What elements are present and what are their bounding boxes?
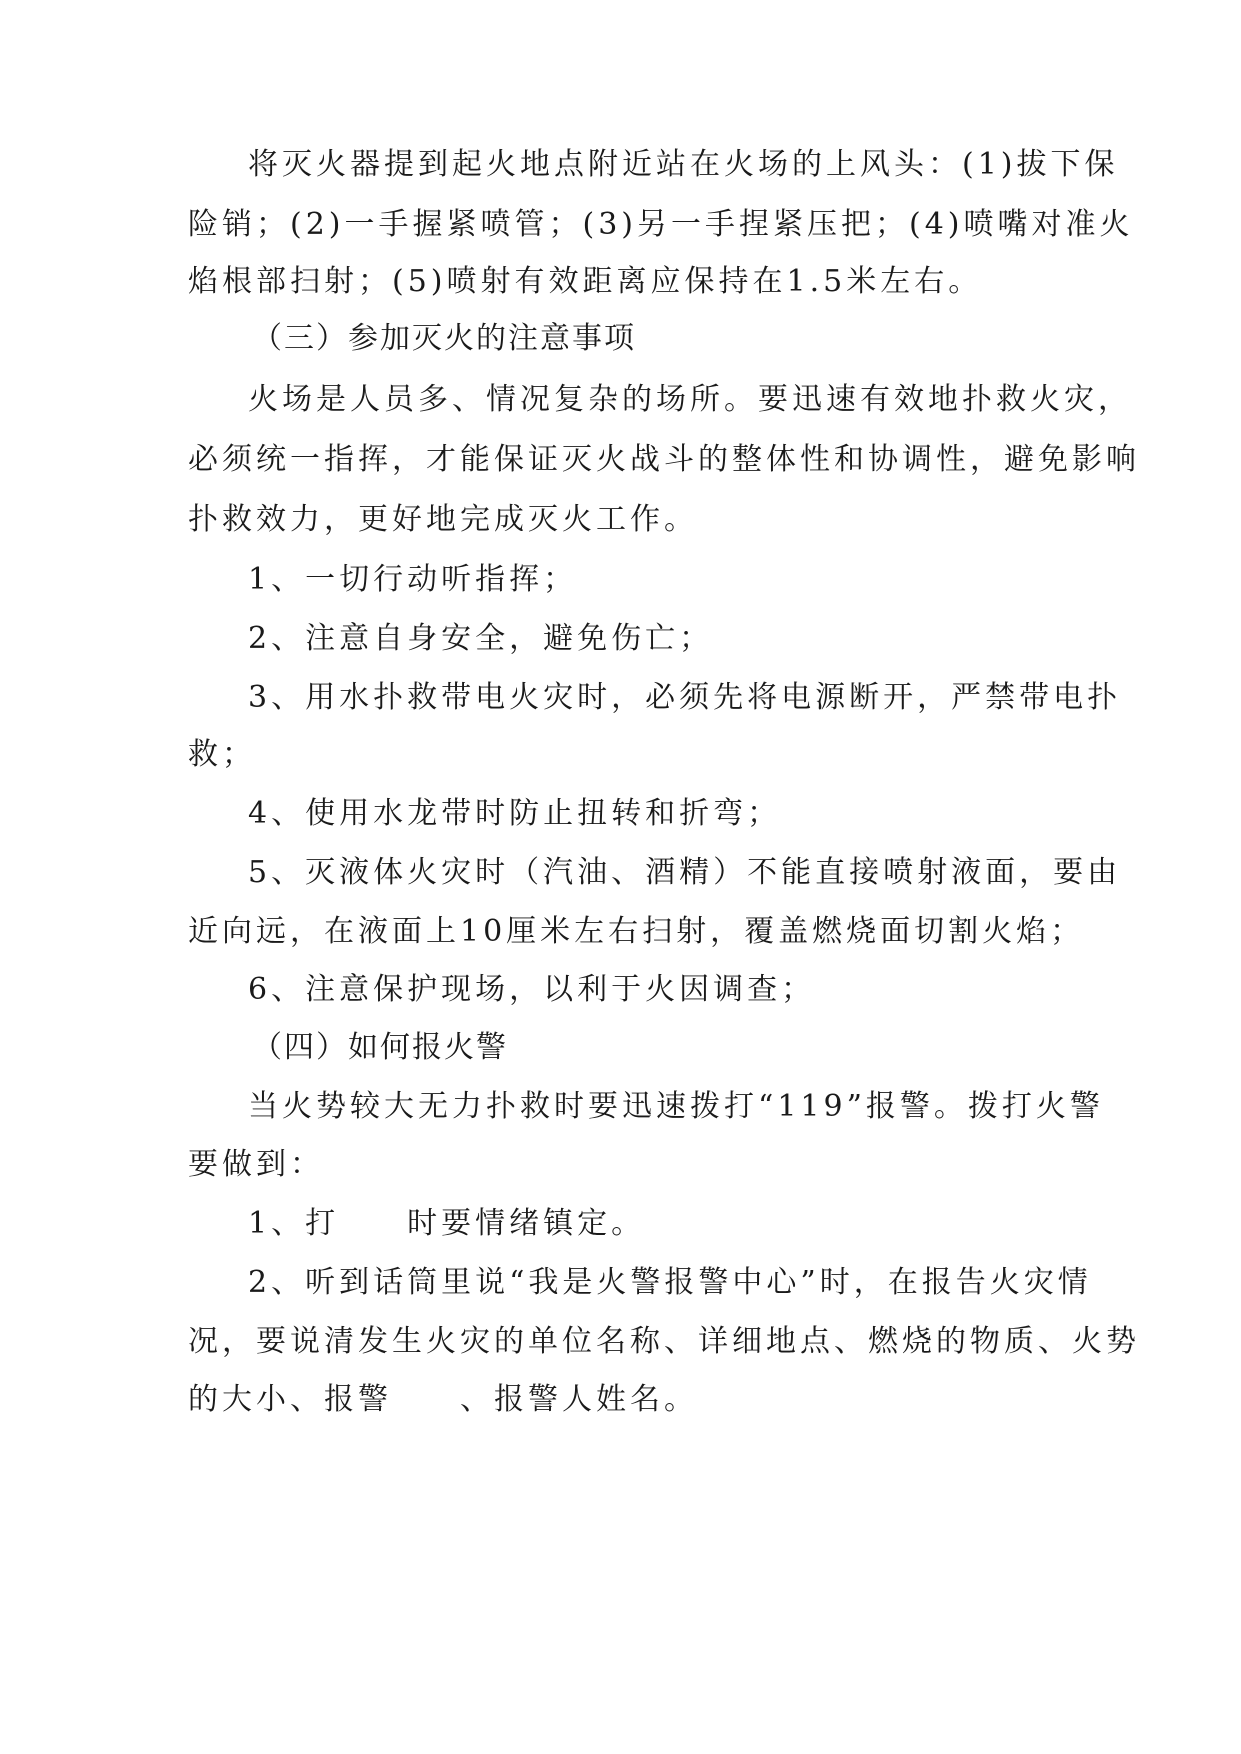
- report-item-1: 1、打 时要情绪镇定。: [248, 1206, 646, 1241]
- report-paragraph-line-2: 要做到：: [188, 1147, 324, 1182]
- section-heading-4: （四）如何报火警: [252, 1030, 508, 1065]
- precaution-item-6: 6、注意保护现场，以利于火因调查；: [248, 972, 816, 1007]
- report-item-2-line-2: 况，要说清发生火灾的单位名称、详细地点、燃烧的物质、火势: [188, 1324, 1140, 1359]
- precaution-item-1: 1、一切行动听指挥；: [248, 562, 578, 597]
- report-item-2-line-1: 2、听到话筒里说“我是火警报警中心”时，在报告火灾情: [248, 1265, 1092, 1300]
- report-paragraph-line-1: 当火势较大无力扑救时要迅速拨打“119”报警。拨打火警: [248, 1089, 1104, 1124]
- precaution-item-5-line-1: 5、灭液体火灾时（汽油、酒精）不能直接喷射液面，要由: [248, 855, 1122, 890]
- paragraph-extinguisher-line-2: 险销；(2)一手握紧喷管；(3)另一手捏紧压把；(4)喷嘴对准火: [188, 207, 1134, 242]
- precaution-item-3-line-1: 3、用水扑救带电火灾时，必须先将电源断开，严禁带电扑: [248, 680, 1122, 715]
- section-heading-3: （三）参加灭火的注意事项: [252, 321, 636, 356]
- precaution-item-4: 4、使用水龙带时防止扭转和折弯；: [248, 796, 782, 831]
- paragraph-intro-line-2: 必须统一指挥，才能保证灭火战斗的整体性和协调性，避免影响: [188, 442, 1140, 477]
- precaution-item-3-line-2: 救；: [188, 737, 256, 772]
- paragraph-intro-line-1: 火场是人员多、情况复杂的场所。要迅速有效地扑救火灾，: [248, 382, 1132, 417]
- precaution-item-2: 2、注意自身安全，避免伤亡；: [248, 621, 714, 656]
- report-item-2-line-3: 的大小、报警 、报警人姓名。: [188, 1382, 698, 1417]
- paragraph-intro-line-3: 扑救效力，更好地完成灭火工作。: [188, 502, 698, 537]
- paragraph-extinguisher-line-1: 将灭火器提到起火地点附近站在火场的上风头：(1)拔下保: [248, 147, 1119, 182]
- paragraph-extinguisher-line-3: 焰根部扫射；(5)喷射有效距离应保持在1.5米左右。: [188, 264, 983, 299]
- precaution-item-5-line-2: 近向远，在液面上10厘米左右扫射，覆盖燃烧面切割火焰；: [188, 914, 1085, 949]
